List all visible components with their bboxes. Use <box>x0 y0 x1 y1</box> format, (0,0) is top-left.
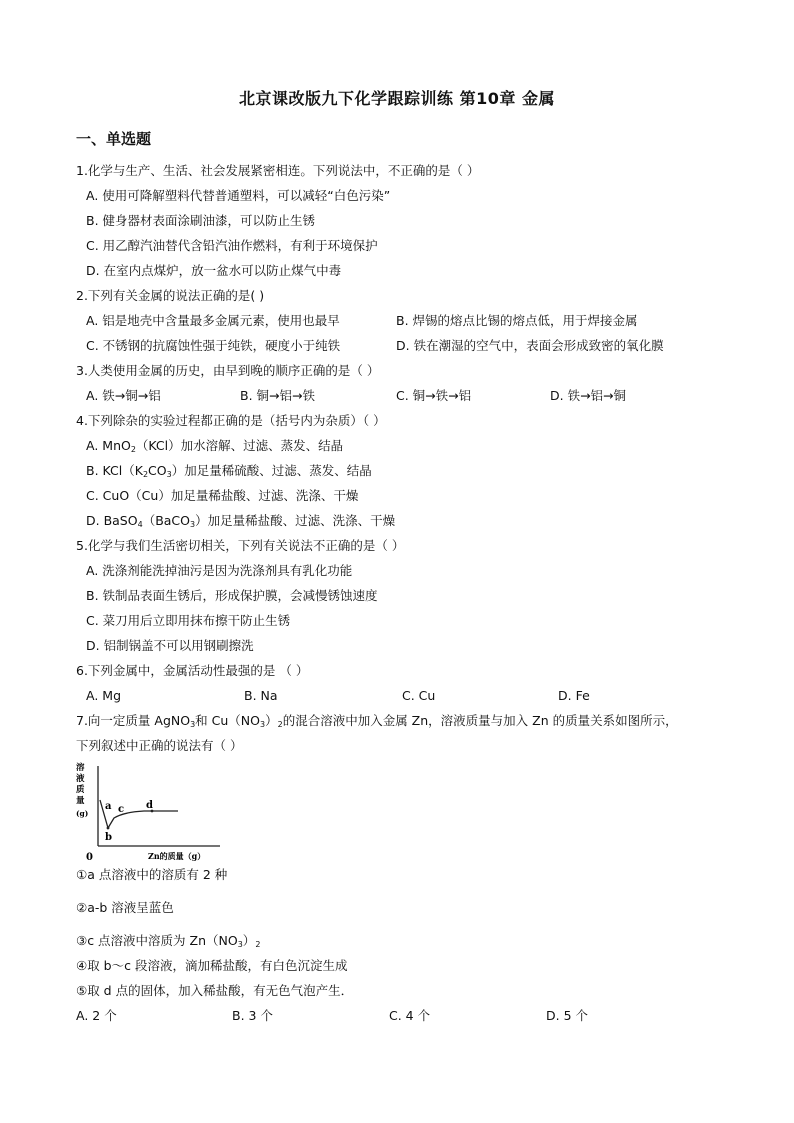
q6-option-a: A. Mg <box>86 688 121 703</box>
graph-point-d: d <box>146 800 153 811</box>
q4-option-d: D. BaSO$_4$（BaCO$_3$）加足量稀盐酸、过滤、洗涤、干燥 <box>86 513 396 529</box>
q2-option-a: A. 铝是地壳中含量最多金属元素，使用也最早 <box>86 313 340 328</box>
q7-statement-4: ④取 b～c 段溶液，滴加稀盐酸，有白色沉淀生成 <box>76 958 348 973</box>
q1-option-d: D. 在室内点煤炉，放一盆水可以防止煤气中毒 <box>86 263 342 278</box>
q1-option-a: A. 使用可降解塑料代替普通塑料，可以减轻“白色污染” <box>86 188 391 203</box>
graph-point-c: c <box>118 804 125 815</box>
q6-option-b: B. Na <box>244 688 278 703</box>
q7-statement-1: ①a 点溶液中的溶质有 2 种 <box>76 867 228 882</box>
q5-option-b: B. 铁制品表面生锈后，形成保护膜，会减慢锈蚀速度 <box>86 588 378 603</box>
graph-point-a: a <box>105 801 112 812</box>
q5-option-d: D. 铝制锅盖不可以用钢刷擦洗 <box>86 638 254 653</box>
q5-stem: 5.化学与我们生活密切相关，下列有关说法不正确的是（ ） <box>76 538 405 553</box>
graph-point-b: b <box>105 832 112 843</box>
q6-option-d: D. Fe <box>558 688 590 703</box>
q3-option-c: C. 铜→铁→铝 <box>396 388 472 403</box>
q6-stem: 6.下列金属中，金属活动性最强的是 （ ） <box>76 663 309 678</box>
q7-option-d: D. 5 个 <box>546 1008 588 1023</box>
q5-option-c: C. 菜刀用后立即用抹布擦干防止生锈 <box>86 613 291 628</box>
q1-stem: 1.化学与生产、生活、社会发展紧密相连。下列说法中，不正确的是（ ） <box>76 163 480 178</box>
q7-option-b: B. 3 个 <box>232 1008 273 1023</box>
graph-xlabel: Zn的质量（g） <box>148 851 206 861</box>
q3-option-d: D. 铁→铝→铜 <box>550 388 627 403</box>
q7-option-c: C. 4 个 <box>389 1008 431 1023</box>
graph-origin: 0 <box>86 852 93 862</box>
section-heading: 一、单选题 <box>76 130 152 148</box>
q1-option-b: B. 健身器材表面涂刷油漆，可以防止生锈 <box>86 213 316 228</box>
graph-ylabel-4: 量 <box>76 796 85 806</box>
q7-graph <box>74 762 224 862</box>
q7-stem-line2: 下列叙述中正确的说法有（ ） <box>76 738 243 753</box>
q1-option-c: C. 用乙醇汽油替代含铅汽油作燃料，有利于环境保护 <box>86 238 378 253</box>
q3-option-a: A. 铁→铜→铝 <box>86 388 161 403</box>
document-title: 北京课改版九下化学跟踪训练 第10章 金属 <box>239 89 555 108</box>
q7-option-a: A. 2 个 <box>76 1008 117 1023</box>
q4-option-c: C. CuO（Cu）加足量稀盐酸、过滤、洗涤、干燥 <box>86 488 359 503</box>
q4-option-a: A. MnO$_2$（KCl）加水溶解、过滤、蒸发、结晶 <box>86 438 344 454</box>
q7-statement-5: ⑤取 d 点的固体，加入稀盐酸，有无色气泡产生． <box>76 983 354 998</box>
q7-statement-3: ③c 点溶液中溶质为 $Zn(NO_3)_2$ <box>76 933 261 949</box>
q7-stem-line1: 7.向一定质量 AgNO$_3$和 $Cu(NO_3)_2$的混合溶液中加入金属 Zn，溶液质量与加入 Zn 的质量关系如图所示， <box>76 713 678 729</box>
q7-statement-2: ②a-b 溶液呈蓝色 <box>76 900 174 915</box>
q4-stem: 4.下列除杂的实验过程都正确的是（括号内为杂质）（ ） <box>76 413 386 428</box>
q2-option-d: D. 铁在潮湿的空气中，表面会形成致密的氧化膜 <box>396 338 664 353</box>
graph-ylabel-unit: (g) <box>76 809 89 818</box>
graph-ylabel-2: 液 <box>76 774 85 784</box>
q2-option-b: B. 焊锡的熔点比锡的熔点低，用于焊接金属 <box>396 313 638 328</box>
q2-stem: 2.下列有关金属的说法正确的是( ) <box>76 288 265 303</box>
q4-option-b: B. $KCl(K_2CO_3)$加足量稀硫酸、过滤、蒸发、结晶 <box>86 463 372 479</box>
q6-option-c: C. Cu <box>402 688 436 703</box>
q2-option-c: C. 不锈钢的抗腐蚀性强于纯铁，硬度小于纯铁 <box>86 338 341 353</box>
q3-stem: 3.人类使用金属的历史，由早到晚的顺序正确的是（ ） <box>76 363 380 378</box>
q5-option-a: A. 洗涤剂能洗掉油污是因为洗涤剂具有乳化功能 <box>86 563 353 578</box>
graph-ylabel-1: 溶 <box>76 763 85 773</box>
q3-option-b: B. 铜→铝→铁 <box>240 388 315 403</box>
graph-ylabel-3: 质 <box>76 785 85 795</box>
